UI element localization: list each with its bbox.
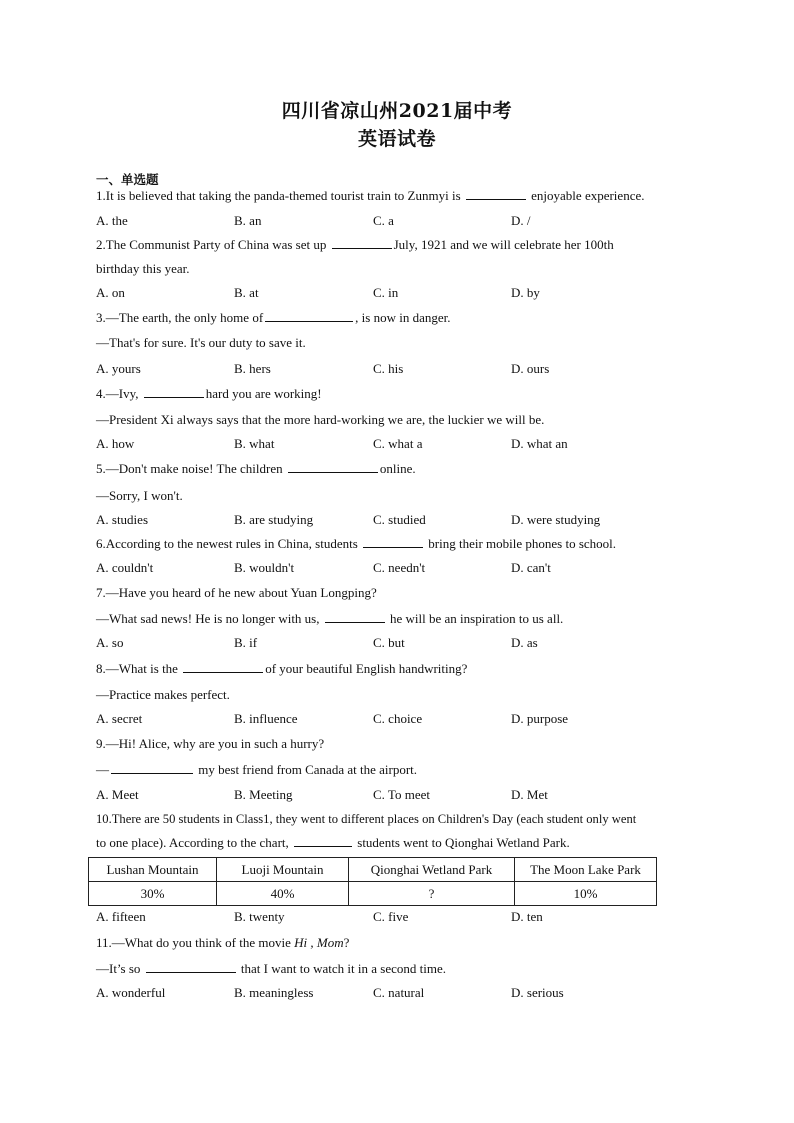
table-cell: 30% [89,882,217,906]
table-header-cell: Luoji Mountain [217,858,349,882]
table-header-row [89,858,657,882]
option-c: C. needn't [373,560,426,575]
option-b: B. meaningless [234,985,314,1000]
option-a: A. fifteen [96,909,146,924]
question-text: — [96,762,109,777]
option-a: A. so [96,635,124,650]
document-title: 四川省凉山州2021届中考 [281,100,513,122]
option-c: C. in [373,285,399,300]
question-4 [96,386,322,402]
answer-blank [294,835,352,847]
option-b: B. Meeting [234,787,293,802]
question-text: bring their mobile phones to school. [428,536,617,551]
question-text: to one place). According to the chart, [96,835,289,850]
question-text: 4.—Ivy, [96,386,139,401]
option-c: C. five [373,909,409,924]
question-7: 7.—Have you heard of he new about Yuan Longping? [96,585,377,600]
table-row [89,882,657,906]
option-d: D. purpose [511,711,569,726]
answer-blank [466,188,526,200]
question-text: 5.—Don't make noise! The children [96,461,283,476]
table-header-cell: The Moon Lake Park [515,858,657,882]
option-d: D. / [511,213,531,228]
option-a: A. how [96,436,135,451]
option-d: D. serious [511,985,564,1000]
question-text: —It’s so [96,961,141,976]
table-header-cell: Qionghai Wetland Park [349,858,515,882]
question-1 [96,188,644,204]
question-10: 10.There are 50 students in Class1, they went to different places on Children's Day (each student only went [96,812,637,826]
option-b: B. if [234,635,258,650]
document-subtitle: 英语试卷 [357,128,436,150]
option-a: A. Meet [96,787,139,802]
movie-title: Hi , Mom [294,935,344,950]
option-b: B. hers [234,361,271,376]
question-11 [96,935,349,951]
option-d: D. were studying [511,512,601,527]
question-text: , is now in danger. [355,310,451,325]
option-d: D. ours [511,361,550,376]
question-text: 1.It is believed that taking the panda-themed tourist train to Zunmyi is [96,188,461,203]
answer-blank [363,536,423,548]
option-d: D. can't [511,560,551,575]
option-d: D. as [511,635,538,650]
option-b: B. at [234,285,259,300]
option-c: C. studied [373,512,426,527]
table-cell: ? [349,882,515,906]
answer-blank [146,961,236,973]
question-5 [96,461,416,477]
question-text: July, 1921 and we will celebrate her 100th [393,237,614,252]
question-text: 6.According to the newest rules in China, students [96,536,358,551]
option-a: A. secret [96,711,143,726]
question-10-cont [96,835,570,851]
option-a: A. yours [96,361,141,376]
option-c: C. but [373,635,405,650]
option-a: A. on [96,285,125,300]
section-heading: 一、单选题 [96,172,159,187]
question-2 [96,237,614,253]
option-c: C. what a [373,436,423,451]
option-b: B. twenty [234,909,285,924]
answer-blank [288,461,378,473]
question-11-reply [96,961,446,977]
question-text: 8.—What is the [96,661,178,676]
answer-blank [332,237,392,249]
option-c: C. a [373,213,394,228]
option-d: D. Met [511,787,548,802]
question-4-reply: —President Xi always says that the more hard-working we are, the luckier we will be. [96,412,545,427]
option-b: B. what [234,436,275,451]
option-b: B. an [234,213,262,228]
option-b: B. wouldn't [234,560,295,575]
question-text: of your beautiful English handwriting? [265,661,468,676]
percentage-table [88,857,657,906]
question-text: 3.—The earth, the only home of [96,310,264,325]
option-c: C. choice [373,711,423,726]
question-2-cont: birthday this year. [96,261,190,276]
option-d: D. what an [511,436,568,451]
option-d: D. by [511,285,540,300]
question-6 [96,536,616,552]
table-cell: 40% [217,882,349,906]
question-text: students went to Qionghai Wetland Park. [357,835,570,850]
option-a: A. wonderful [96,985,166,1000]
question-text: —What sad news! He is no longer with us, [96,611,320,626]
option-b: B. influence [234,711,298,726]
option-a: A. the [96,213,128,228]
question-mark: ? [343,935,350,950]
question-text: 11.—What do you think of the movie [96,935,291,950]
question-5-reply: —Sorry, I won't. [96,488,183,503]
option-a: A. studies [96,512,148,527]
question-9-reply [96,762,417,778]
answer-blank [265,310,353,322]
question-3-reply: —That's for sure. It's our duty to save it. [96,335,306,350]
option-c: C. natural [373,985,425,1000]
answer-blank [111,762,193,774]
table-cell: 10% [515,882,657,906]
answer-blank [325,611,385,623]
question-8-reply: —Practice makes perfect. [96,687,230,702]
option-b: B. are studying [234,512,314,527]
question-8 [96,661,467,677]
question-text: my best friend from Canada at the airport. [198,762,418,777]
question-text: hard you are working! [205,386,322,401]
question-7-reply [96,611,563,627]
question-3 [96,310,450,326]
question-9: 9.—Hi! Alice, why are you in such a hurry? [96,736,325,751]
question-text: enjoyable experience. [531,188,645,203]
answer-blank [144,386,204,398]
option-d: D. ten [511,909,543,924]
question-text: he will be an inspiration to us all. [390,611,564,626]
option-c: C. To meet [373,787,430,802]
question-text: 2.The Communist Party of China was set up [96,237,327,252]
question-text: that I want to watch it in a second time. [240,961,446,976]
answer-blank [183,661,263,673]
option-c: C. his [373,361,404,376]
question-text: online. [379,461,416,476]
table-header-cell: Lushan Mountain [89,858,217,882]
option-a: A. couldn't [96,560,154,575]
